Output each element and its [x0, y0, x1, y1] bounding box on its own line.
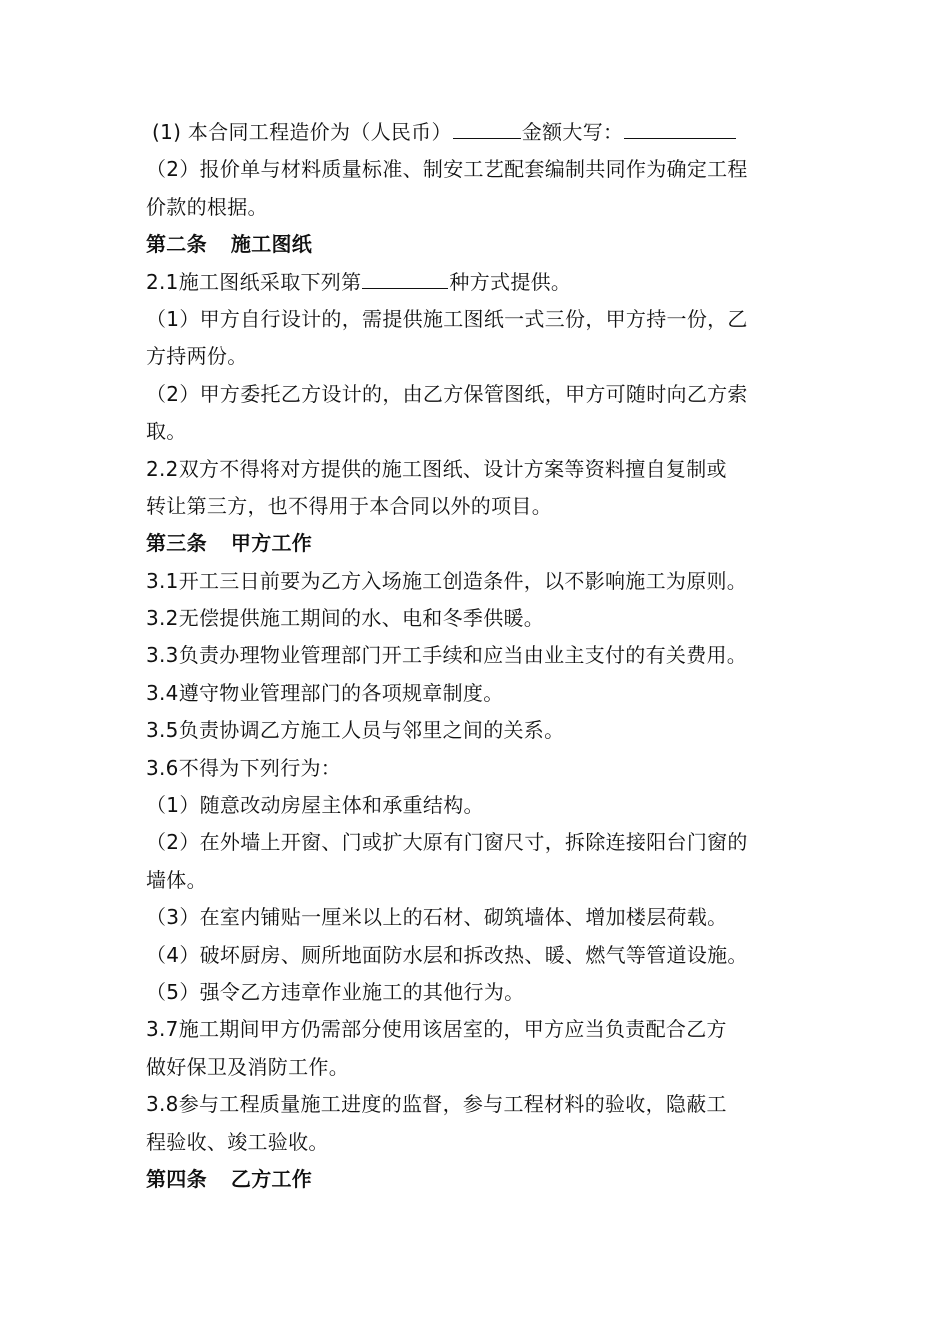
clause-2-2: 2.2双方不得将对方提供的施工图纸、设计方案等资料擅自复制或 [146, 456, 727, 481]
clause-3-8: 3.8参与工程质量施工进度的监督，参与工程材料的验收，隐蔽工 [146, 1092, 727, 1117]
document-page [146, 114, 816, 1198]
section-number: 第二条 [146, 232, 207, 257]
section-title: 甲方工作 [230, 531, 313, 556]
clause-2-1-option-2: （2）甲方委托乙方设计的，由乙方保管图纸，甲方可随时向乙方索 [146, 381, 748, 406]
clause-price-text: (1) 本合同工程造价为（人民币） [152, 120, 452, 144]
section-title: 乙方工作 [230, 1166, 313, 1191]
clause-2-1-option-2-cont: 取。 [146, 419, 187, 444]
clause-2-2-cont: 转让第三方，也不得用于本合同以外的项目。 [146, 493, 552, 518]
clause-3-6-item-2: （2）在外墙上开窗、门或扩大原有门窗尺寸，拆除连接阳台门窗的 [146, 830, 748, 855]
price-amount-blank[interactable] [453, 118, 521, 139]
clause-2-1-text: 2.1施工图纸采取下列第 [146, 269, 362, 294]
clause-price-line [146, 114, 816, 151]
clause-quote-line: （2）报价单与材料质量标准、制安工艺配套编制共同作为确定工程 [146, 157, 748, 182]
section-heading-4 [146, 1161, 816, 1198]
amount-in-words-label: 金额大写： [521, 120, 624, 144]
amount-in-words-blank[interactable] [624, 118, 736, 139]
section-title: 施工图纸 [230, 232, 313, 257]
clause-3-6-item-4: （4）破坏厨房、厕所地面防水层和拆改热、暖、燃气等管道设施。 [146, 942, 748, 967]
clause-3-1: 3.1开工三日前要为乙方入场施工创造条件，以不影响施工为原则。 [146, 568, 748, 593]
clause-quote-line-cont: 价款的根据。 [146, 194, 268, 219]
drawing-method-blank[interactable] [362, 268, 448, 289]
clause-3-6-item-1: （1）随意改动房屋主体和承重结构。 [146, 793, 484, 818]
clause-3-4: 3.4遵守物业管理部门的各项规章制度。 [146, 680, 504, 705]
clause-2-1-tail: 种方式提供。 [449, 269, 572, 294]
clause-3-2: 3.2无偿提供施工期间的水、电和冬季供暖。 [146, 606, 545, 631]
clause-3-6-item-3: （3）在室内铺贴一厘米以上的石材、砌筑墙体、增加楼层荷载。 [146, 905, 728, 930]
clause-3-7: 3.7施工期间甲方仍需部分使用该居室的，甲方应当负责配合乙方 [146, 1017, 727, 1042]
clause-3-5: 3.5负责协调乙方施工人员与邻里之间的关系。 [146, 718, 565, 743]
section-number: 第三条 [146, 531, 207, 556]
clause-3-6: 3.6不得为下列行为： [146, 755, 342, 780]
clause-3-3: 3.3负责办理物业管理部门开工手续和应当由业主支付的有关费用。 [146, 643, 748, 668]
clause-3-6-item-2-cont: 墙体。 [146, 867, 207, 892]
clause-2-1-option-1-cont: 方持两份。 [146, 344, 248, 369]
section-heading-2 [146, 226, 816, 263]
clause-2-1 [146, 264, 816, 301]
clause-3-7-cont: 做好保卫及消防工作。 [146, 1054, 349, 1079]
clause-2-1-option-1: （1）甲方自行设计的，需提供施工图纸一式三份，甲方持一份，乙 [146, 306, 748, 331]
section-heading-3 [146, 525, 816, 562]
section-number: 第四条 [146, 1166, 207, 1191]
clause-3-6-item-5: （5）强令乙方违章作业施工的其他行为。 [146, 979, 525, 1004]
clause-3-8-cont: 程验收、竣工验收。 [146, 1129, 329, 1154]
